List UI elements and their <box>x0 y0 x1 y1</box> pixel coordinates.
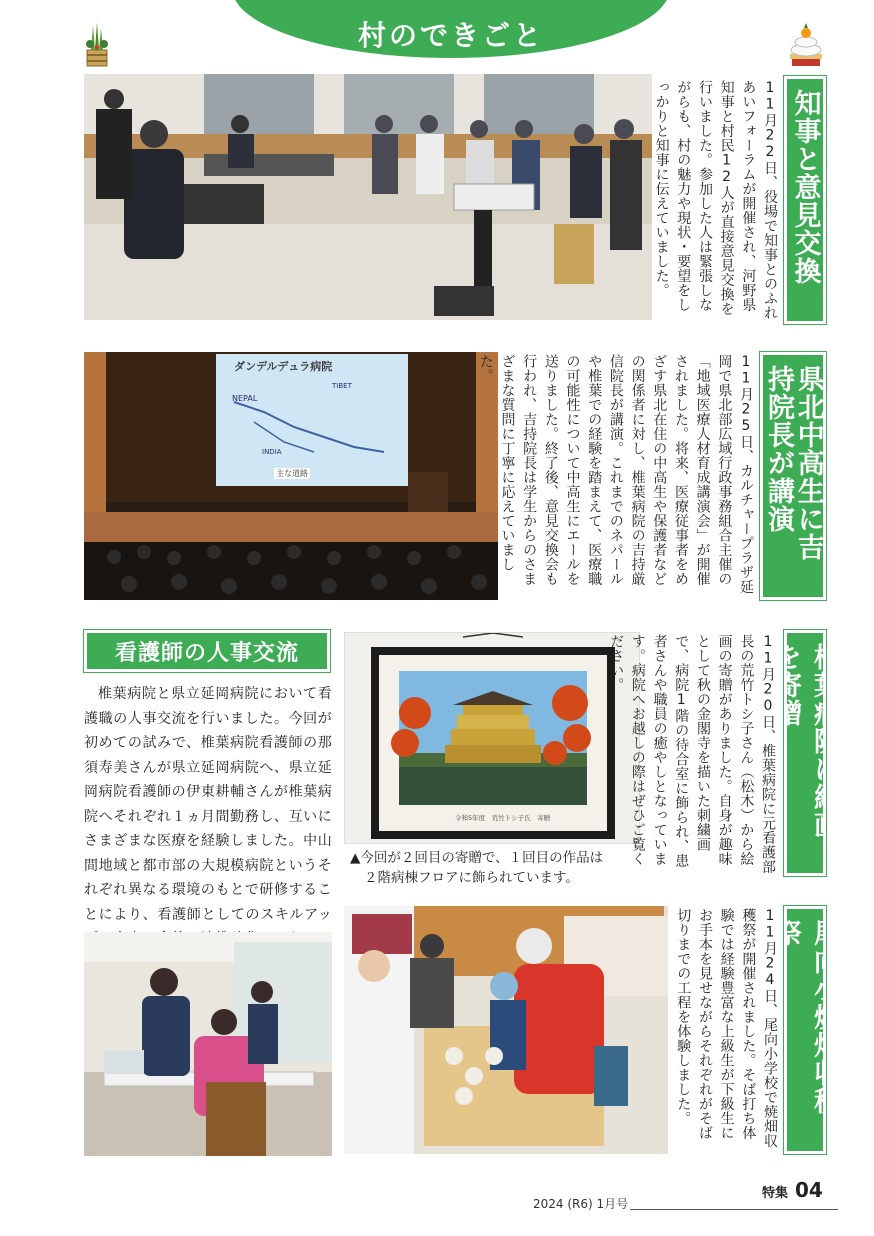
kadomatsu-icon <box>84 20 110 68</box>
slide-label-tibet: TIBET <box>332 382 352 390</box>
slide-title: ダンデルデュラ病院 <box>234 360 333 373</box>
lecture-article-title: 県北中高生に吉持院長が講演 <box>760 352 826 600</box>
painting-caption-line1: ▲今回が２回目の寄贈で、１回目の作品は <box>350 850 604 866</box>
painting-photo <box>344 632 640 844</box>
governor-forum-photo <box>84 74 652 320</box>
painting-frame-label: 令和5年度 荒竹トシ子氏 寄贈 <box>455 814 551 822</box>
footer-divider <box>630 1209 838 1210</box>
lecture-article-body: 11月25日、カルチャープラザ延岡で県北部広域行政事務組合主催の「地域医療人材育成講演会」が開催されました。将来、医療従事者をめざす県北在住の中高生や保護者などの関係者に対し、椎葉病院の吉持厳信院長が講演。これまでのネパールや椎葉での経験を踏まえて、医療職の可能性について中高生にエールを送りました。終了後、意見交換会も行われ、吉持院長は学生からのさまざまな質問に丁寧に応えていました。 <box>477 354 754 594</box>
painting-article-body: 11月20日、椎葉病院に元看護部長の荒竹トシ子さん（松木）から絵画の寄贈がありました。自身が趣味として秋の金閣寺を描いた刺繍画で、病院1階の待合室に飾られ、患者さんや職員の癒やしとなっています。病院へお越しの際はぜひご覧ください。 <box>608 634 776 874</box>
governor-article-body: 11月22日、役場で知事とのふれあいフォーラムが開催され、河野県知事と村民12人が直接意見交換を行いました。参加した人は緊張しながらも、村の魅力や現状・要望をしっかりと知事に伝えていました。 <box>653 80 778 320</box>
issue-date: 2024 (R6) 1月号 <box>533 1197 629 1211</box>
nurse-article-title: 看護師の人事交流 <box>84 630 330 672</box>
governor-article-title: 知事と意見交換 <box>784 76 826 324</box>
slide-label-india: INDIA <box>262 448 282 456</box>
painting-caption-line2: ２階病棟フロアに飾られています。 <box>364 870 579 886</box>
page-title: 村のできごと <box>357 19 544 52</box>
page-number: 04 <box>795 1178 823 1202</box>
nurse-exchange-photo <box>84 932 332 1156</box>
harvest-article-title: 尾向小焼畑収穫祭 <box>784 906 826 1154</box>
harvest-article-body: 11月24日、尾向小学校で焼畑収穫祭が開催されました。そば打ち体験では経験豊富な上級生が下級生にお手本を見せながらそれぞれがそば切りまでの工程を体験しました。 <box>675 908 778 1148</box>
kagamimochi-icon <box>786 22 826 68</box>
lecture-photo <box>84 352 498 600</box>
slide-label-road: 主な道路 <box>276 469 308 478</box>
painting-article-title: 椎葉病院に絵画を寄贈 <box>784 630 826 876</box>
nurse-article-body: 椎葉病院と県立延岡病院において看護職の人事交流を行いました。今回が初めての試みで、椎葉病院看護師の那須寿美さんが県立延岡病院へ、県立延岡病院看護師の伊東耕輔さんが椎葉病院へそれぞれ１ヵ月間勤務し、互いにさまざまな医療を経験しました。中山間地域と都市部の大規模病院というそれぞれ異なる環境のもとで研修することにより、看護師としてのスキルアッ <box>84 686 332 923</box>
section-label: 特集 <box>762 1186 789 1201</box>
harvest-photo <box>344 906 668 1154</box>
slide-label-nepal: NEPAL <box>232 394 258 403</box>
